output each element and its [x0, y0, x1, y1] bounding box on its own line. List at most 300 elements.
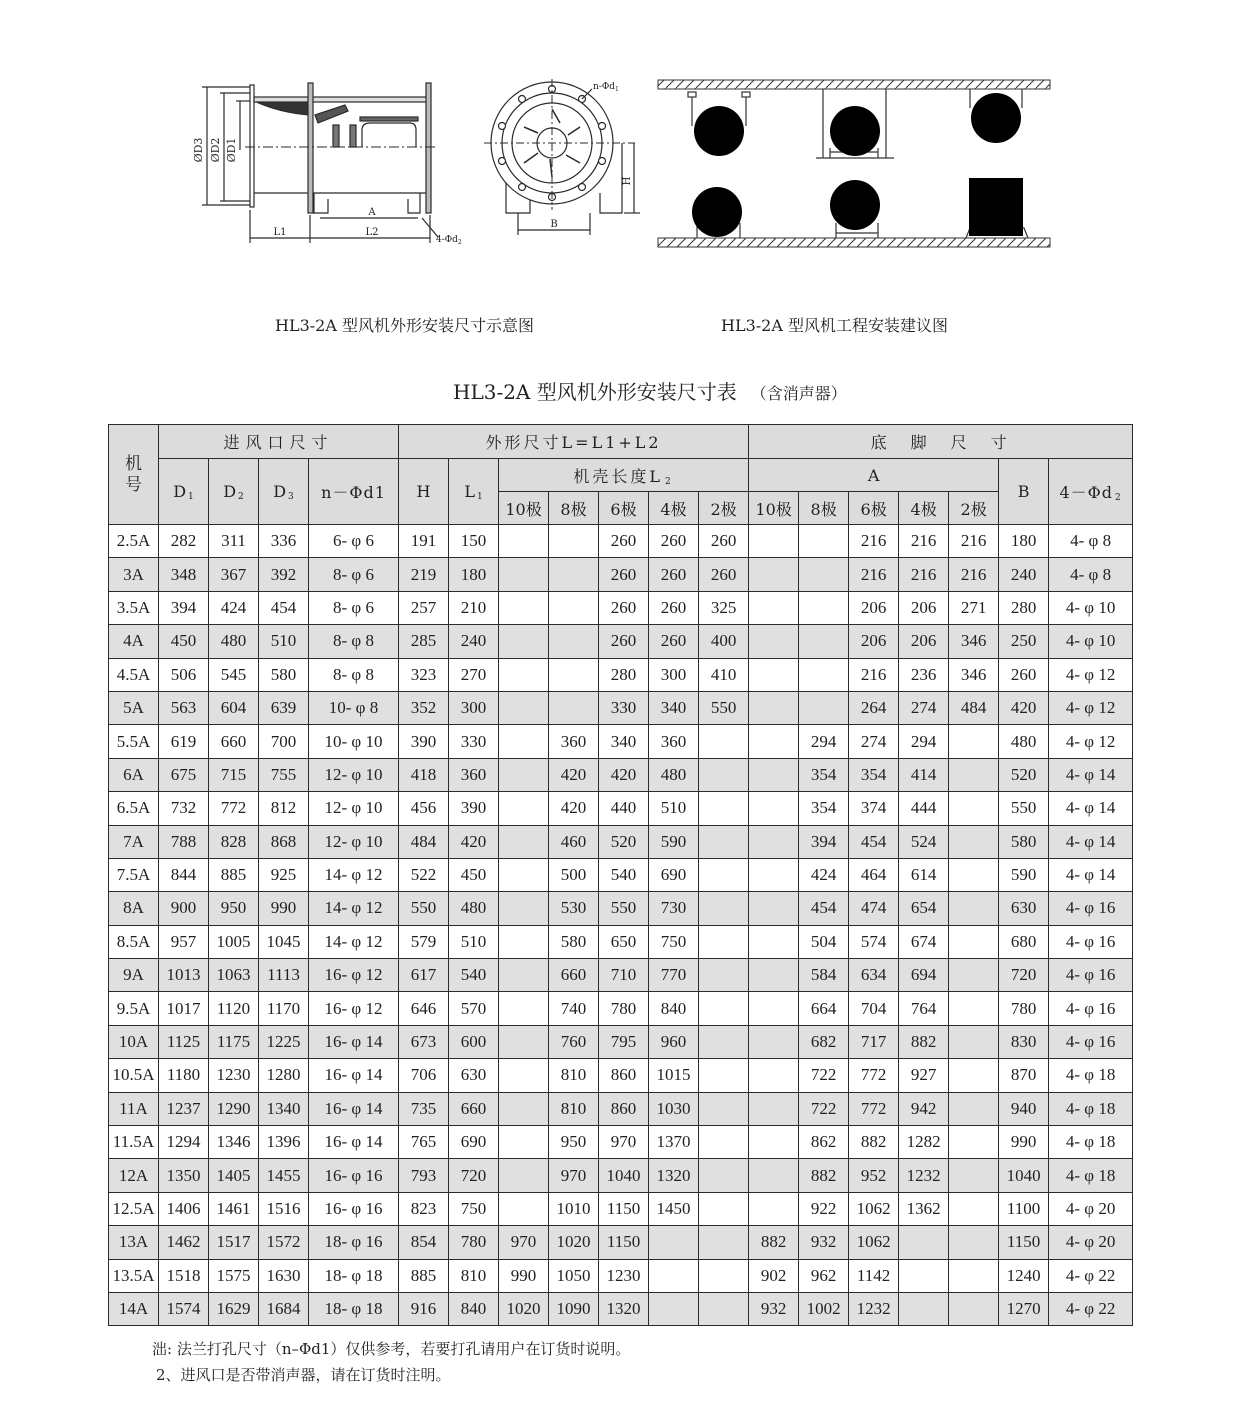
cell-l2-4: 730: [649, 892, 699, 925]
table-row: [109, 925, 1133, 958]
cell-b: 830: [999, 1025, 1049, 1058]
cell-h: 456: [399, 792, 449, 825]
cell-b: 590: [999, 858, 1049, 891]
cell-h: 522: [399, 858, 449, 891]
table-row: [109, 558, 1133, 591]
cell-l2-2: [699, 1126, 749, 1159]
cell-b: 940: [999, 1092, 1049, 1125]
cell-b: 1100: [999, 1192, 1049, 1225]
cell-a-4: 236: [899, 658, 949, 691]
cell-a-2: [949, 725, 999, 758]
cell-l2-8: 970: [549, 1159, 599, 1192]
cell-l2-10: [499, 758, 549, 791]
cell-d1: 844: [159, 858, 209, 891]
cell-l2-2: [699, 725, 749, 758]
cell-n-phi-d1: 16- φ 14: [309, 1126, 399, 1159]
cell-d2: 1346: [209, 1126, 259, 1159]
cell-l2-4: 1015: [649, 1059, 699, 1092]
cell-l2-8: [549, 691, 599, 724]
d3-label: ØD3: [192, 137, 205, 163]
cell-d2: 480: [209, 625, 259, 658]
cell-model: 14A: [109, 1292, 159, 1325]
cell-n-phi-d1: 10- φ 10: [309, 725, 399, 758]
cell-l1: 450: [449, 858, 499, 891]
cell-a-2: [949, 925, 999, 958]
cell-l2-6: 1320: [599, 1292, 649, 1325]
cell-l2-6: 550: [599, 892, 649, 925]
cell-l1: 330: [449, 725, 499, 758]
cell-d3: 639: [259, 691, 309, 724]
cell-a-10: [749, 758, 799, 791]
cell-a-10: [749, 1092, 799, 1125]
cell-l2-6: 860: [599, 1092, 649, 1125]
cell-n-phi-d1: 16- φ 14: [309, 1059, 399, 1092]
cell-a-4: 694: [899, 959, 949, 992]
header-d1: D $_1$: [159, 459, 209, 525]
cell-l2-10: [499, 792, 549, 825]
cell-a-2: 216: [949, 525, 999, 558]
table-row: [109, 959, 1133, 992]
cell-4-phi-d2: 4- φ 14: [1049, 825, 1133, 858]
cell-a-4: 216: [899, 558, 949, 591]
cell-a-4: 414: [899, 758, 949, 791]
cell-a-8: 1002: [799, 1292, 849, 1325]
cell-l2-8: 660: [549, 959, 599, 992]
cell-a-2: 346: [949, 658, 999, 691]
cell-l2-10: [499, 992, 549, 1025]
cell-h: 765: [399, 1126, 449, 1159]
cell-a-2: [949, 825, 999, 858]
cell-4-phi-d2: 4- φ 16: [1049, 992, 1133, 1025]
cell-d3: 392: [259, 558, 309, 591]
table-row: [109, 1126, 1133, 1159]
cell-a-6: 206: [849, 625, 899, 658]
cell-a-10: [749, 658, 799, 691]
cell-l2-8: 950: [549, 1126, 599, 1159]
cell-l2-6: 420: [599, 758, 649, 791]
cell-a-10: [749, 892, 799, 925]
cell-a-4: 927: [899, 1059, 949, 1092]
cell-d2: 660: [209, 725, 259, 758]
cell-b: 870: [999, 1059, 1049, 1092]
cell-l2-10: [499, 1025, 549, 1058]
cell-l2-4: 260: [649, 625, 699, 658]
table-row: [109, 1059, 1133, 1092]
cell-a-8: 664: [799, 992, 849, 1025]
cell-l2-2: [699, 1159, 749, 1192]
cell-b: 580: [999, 825, 1049, 858]
cell-a-4: 764: [899, 992, 949, 1025]
cell-a-2: [949, 1226, 999, 1259]
l1-label: L1: [273, 227, 287, 238]
cell-a-6: 772: [849, 1059, 899, 1092]
table-row: [109, 1025, 1133, 1058]
header-a-pole-4: 4极: [899, 492, 949, 525]
cell-l2-10: [499, 892, 549, 925]
cell-l1: 480: [449, 892, 499, 925]
cell-a-2: 271: [949, 591, 999, 624]
cell-d2: 950: [209, 892, 259, 925]
a-label: A: [368, 207, 376, 218]
cell-a-2: [949, 1025, 999, 1058]
cell-b: 990: [999, 1126, 1049, 1159]
cell-l2-2: 325: [699, 591, 749, 624]
cell-l2-8: 580: [549, 925, 599, 958]
cell-b: 250: [999, 625, 1049, 658]
cell-b: 780: [999, 992, 1049, 1025]
table-title: [453, 376, 847, 405]
cell-l2-10: [499, 725, 549, 758]
cell-a-10: [749, 591, 799, 624]
cell-a-6: 474: [849, 892, 899, 925]
cell-4-phi-d2: 4- φ 18: [1049, 1159, 1133, 1192]
cell-n-phi-d1: 12- φ 10: [309, 825, 399, 858]
cell-b: 520: [999, 758, 1049, 791]
header-l2-pole-8: 8极: [549, 492, 599, 525]
cell-l2-10: [499, 1059, 549, 1092]
cell-l2-10: [499, 858, 549, 891]
table-row: [109, 725, 1133, 758]
cell-model: 9A: [109, 959, 159, 992]
cell-d1: 900: [159, 892, 209, 925]
cell-4-phi-d2: 4- φ 20: [1049, 1226, 1133, 1259]
cell-d3: 454: [259, 591, 309, 624]
cell-l2-2: [699, 925, 749, 958]
cell-l2-2: 410: [699, 658, 749, 691]
header-a-pole-2: 2极: [949, 492, 999, 525]
cell-a-10: [749, 959, 799, 992]
cell-d1: 619: [159, 725, 209, 758]
cell-d2: 311: [209, 525, 259, 558]
table-row: [109, 1192, 1133, 1225]
cell-a-6: 1062: [849, 1192, 899, 1225]
header-shell-length: 机壳长度L $_2$: [499, 459, 749, 492]
cell-d2: 1517: [209, 1226, 259, 1259]
cell-d3: 1572: [259, 1226, 309, 1259]
cell-n-phi-d1: 8- φ 6: [309, 591, 399, 624]
cell-h: 285: [399, 625, 449, 658]
cell-l2-2: [699, 992, 749, 1025]
cell-a-4: 1362: [899, 1192, 949, 1225]
cell-l2-8: 760: [549, 1025, 599, 1058]
header-h: H: [399, 459, 449, 525]
cell-l1: 810: [449, 1259, 499, 1292]
cell-a-8: 932: [799, 1226, 849, 1259]
cell-a-2: 484: [949, 691, 999, 724]
cell-a-6: 216: [849, 558, 899, 591]
ceiling-slab: [658, 80, 1050, 89]
cell-d1: 1180: [159, 1059, 209, 1092]
cell-d3: 925: [259, 858, 309, 891]
cell-n-phi-d1: 10- φ 8: [309, 691, 399, 724]
cell-a-2: [949, 1059, 999, 1092]
cell-l2-10: [499, 1092, 549, 1125]
cell-d3: 1170: [259, 992, 309, 1025]
cell-d3: 1684: [259, 1292, 309, 1325]
cell-d3: 700: [259, 725, 309, 758]
cell-d1: 732: [159, 792, 209, 825]
cell-l2-6: 1150: [599, 1226, 649, 1259]
table-row: [109, 892, 1133, 925]
cell-l2-4: 510: [649, 792, 699, 825]
cell-d3: 1516: [259, 1192, 309, 1225]
cell-l1: 360: [449, 758, 499, 791]
cell-l2-2: [699, 1226, 749, 1259]
cell-l2-2: [699, 1259, 749, 1292]
cell-a-6: 1232: [849, 1292, 899, 1325]
cell-l1: 420: [449, 825, 499, 858]
cell-a-10: 902: [749, 1259, 799, 1292]
cell-a-8: 882: [799, 1159, 849, 1192]
cell-a-6: 1142: [849, 1259, 899, 1292]
installation-diagram: [656, 78, 1052, 252]
cell-n-phi-d1: 14- φ 12: [309, 858, 399, 891]
cell-l2-4: 260: [649, 525, 699, 558]
cell-l2-6: 340: [599, 725, 649, 758]
cell-d2: 545: [209, 658, 259, 691]
cell-a-2: [949, 1159, 999, 1192]
header-a-pole-6: 6极: [849, 492, 899, 525]
cell-h: 673: [399, 1025, 449, 1058]
cell-a-2: [949, 1292, 999, 1325]
cell-d2: 1063: [209, 959, 259, 992]
header-model: 机号: [109, 425, 159, 525]
cell-l2-10: 970: [499, 1226, 549, 1259]
cell-a-2: [949, 1192, 999, 1225]
cell-l1: 390: [449, 792, 499, 825]
fan-floor-frame: [830, 180, 880, 230]
cell-l2-2: [699, 758, 749, 791]
cell-model: 12A: [109, 1159, 159, 1192]
cell-model: 5.5A: [109, 725, 159, 758]
header-4-phi-d2: 4－Φd $_2$: [1049, 459, 1133, 525]
cell-l2-6: 260: [599, 625, 649, 658]
note-2: 2、进风口是否带消声器，请在订货时注明。: [156, 1366, 451, 1384]
cell-n-phi-d1: 12- φ 10: [309, 758, 399, 791]
cell-l2-6: 970: [599, 1126, 649, 1159]
cell-l2-2: [699, 1025, 749, 1058]
cell-b: 1240: [999, 1259, 1049, 1292]
cell-d1: 450: [159, 625, 209, 658]
cell-a-8: [799, 558, 849, 591]
cell-l2-4: [649, 1292, 699, 1325]
cell-a-2: [949, 959, 999, 992]
cell-l2-2: 260: [699, 558, 749, 591]
cell-d3: 1280: [259, 1059, 309, 1092]
cell-l1: 180: [449, 558, 499, 591]
cell-h: 484: [399, 825, 449, 858]
cell-l2-6: 860: [599, 1059, 649, 1092]
cell-l2-8: [549, 625, 599, 658]
cell-a-6: 634: [849, 959, 899, 992]
cell-d1: 506: [159, 658, 209, 691]
cell-d3: 1340: [259, 1092, 309, 1125]
cell-h: 550: [399, 892, 449, 925]
cell-a-2: [949, 1126, 999, 1159]
cell-a-4: 1232: [899, 1159, 949, 1192]
cell-h: 793: [399, 1159, 449, 1192]
cell-4-phi-d2: 4- φ 12: [1049, 725, 1133, 758]
cell-model: 6A: [109, 758, 159, 791]
cell-a-10: [749, 525, 799, 558]
dimension-table: [108, 424, 1133, 1326]
cell-4-phi-d2: 4- φ 22: [1049, 1259, 1133, 1292]
cell-d2: 1120: [209, 992, 259, 1025]
cell-n-phi-d1: 8- φ 8: [309, 625, 399, 658]
installation-diagram-caption: HL3-2A 型风机工程安装建议图: [721, 316, 948, 335]
cell-l2-4: 360: [649, 725, 699, 758]
cell-l2-2: 400: [699, 625, 749, 658]
cell-d3: 812: [259, 792, 309, 825]
cell-n-phi-d1: 16- φ 12: [309, 992, 399, 1025]
cell-a-2: [949, 858, 999, 891]
cell-d2: 715: [209, 758, 259, 791]
cell-d2: 1461: [209, 1192, 259, 1225]
cell-n-phi-d1: 16- φ 16: [309, 1159, 399, 1192]
cell-a-10: [749, 1159, 799, 1192]
cell-l2-2: [699, 959, 749, 992]
cell-a-4: 614: [899, 858, 949, 891]
cell-a-6: 574: [849, 925, 899, 958]
cell-l2-2: [699, 1192, 749, 1225]
cell-d1: 1350: [159, 1159, 209, 1192]
cell-a-8: 424: [799, 858, 849, 891]
cell-a-8: 454: [799, 892, 849, 925]
cell-model: 3.5A: [109, 591, 159, 624]
cell-l2-8: 1090: [549, 1292, 599, 1325]
cell-l2-6: 780: [599, 992, 649, 1025]
cell-h: 706: [399, 1059, 449, 1092]
cell-l1: 840: [449, 1292, 499, 1325]
cell-h: 916: [399, 1292, 449, 1325]
cell-h: 191: [399, 525, 449, 558]
cell-a-8: 722: [799, 1059, 849, 1092]
cell-a-2: [949, 892, 999, 925]
table-row: [109, 758, 1133, 791]
cell-4-phi-d2: 4- φ 14: [1049, 758, 1133, 791]
cell-a-8: 962: [799, 1259, 849, 1292]
cell-l2-8: [549, 591, 599, 624]
cell-4-phi-d2: 4- φ 10: [1049, 625, 1133, 658]
cell-l2-4: 960: [649, 1025, 699, 1058]
cell-l1: 570: [449, 992, 499, 1025]
cell-a-10: [749, 625, 799, 658]
cell-a-8: [799, 691, 849, 724]
cell-a-8: 354: [799, 758, 849, 791]
cell-l2-10: [499, 658, 549, 691]
cell-a-8: 722: [799, 1092, 849, 1125]
cell-l1: 300: [449, 691, 499, 724]
cell-l2-8: 530: [549, 892, 599, 925]
cell-h: 646: [399, 992, 449, 1025]
cell-h: 579: [399, 925, 449, 958]
cell-a-2: 216: [949, 558, 999, 591]
table-row: [109, 1159, 1133, 1192]
cell-model: 13.5A: [109, 1259, 159, 1292]
cell-l2-6: 795: [599, 1025, 649, 1058]
cell-a-6: 264: [849, 691, 899, 724]
cell-l2-2: [699, 1092, 749, 1125]
cell-model: 7.5A: [109, 858, 159, 891]
cell-a-6: 1062: [849, 1226, 899, 1259]
cell-a-10: [749, 1059, 799, 1092]
cell-n-phi-d1: 16- φ 16: [309, 1192, 399, 1225]
cell-d1: 1237: [159, 1092, 209, 1125]
cell-a-4: 654: [899, 892, 949, 925]
cell-a-4: 206: [899, 591, 949, 624]
cell-l2-8: [549, 558, 599, 591]
cell-d2: 1629: [209, 1292, 259, 1325]
cell-l1: 660: [449, 1092, 499, 1125]
table-body: [109, 525, 1133, 1326]
cell-a-4: [899, 1292, 949, 1325]
cell-l1: 780: [449, 1226, 499, 1259]
cell-n-phi-d1: 8- φ 6: [309, 558, 399, 591]
cell-a-2: [949, 1092, 999, 1125]
cell-b: 180: [999, 525, 1049, 558]
cell-d3: 868: [259, 825, 309, 858]
table-row: [109, 992, 1133, 1025]
cell-d2: 1290: [209, 1092, 259, 1125]
cell-b: 240: [999, 558, 1049, 591]
cell-model: 5A: [109, 691, 159, 724]
cell-l2-4: 340: [649, 691, 699, 724]
header-l2-pole-2: 2极: [699, 492, 749, 525]
table-row: [109, 1226, 1133, 1259]
cell-model: 10A: [109, 1025, 159, 1058]
cell-l2-8: [549, 658, 599, 691]
cell-d2: 1230: [209, 1059, 259, 1092]
cell-a-6: 882: [849, 1126, 899, 1159]
cell-a-6: 772: [849, 1092, 899, 1125]
cell-a-10: [749, 691, 799, 724]
cell-l2-6: 710: [599, 959, 649, 992]
fan-floor-box: [969, 178, 1023, 236]
cell-model: 4.5A: [109, 658, 159, 691]
fan-ceiling-hung: [694, 106, 744, 156]
cell-h: 219: [399, 558, 449, 591]
cell-d3: 1630: [259, 1259, 309, 1292]
cell-d3: 580: [259, 658, 309, 691]
cell-a-8: 504: [799, 925, 849, 958]
cell-4-phi-d2: 4- φ 16: [1049, 1025, 1133, 1058]
cell-4-phi-d2: 4- φ 10: [1049, 591, 1133, 624]
header-a-pole-8: 8极: [799, 492, 849, 525]
cell-l2-10: [499, 1192, 549, 1225]
cell-d1: 1462: [159, 1226, 209, 1259]
cell-model: 11A: [109, 1092, 159, 1125]
cell-h: 323: [399, 658, 449, 691]
cell-a-8: [799, 591, 849, 624]
cell-l2-8: 360: [549, 725, 599, 758]
cell-d1: 394: [159, 591, 209, 624]
cell-d3: 755: [259, 758, 309, 791]
cell-h: 418: [399, 758, 449, 791]
cell-4-phi-d2: 4- φ 18: [1049, 1059, 1133, 1092]
cell-n-phi-d1: 16- φ 14: [309, 1025, 399, 1058]
cell-l2-8: 810: [549, 1092, 599, 1125]
cell-d1: 348: [159, 558, 209, 591]
cell-l1: 270: [449, 658, 499, 691]
cell-b: 420: [999, 691, 1049, 724]
cell-a-10: [749, 558, 799, 591]
cell-b: 1040: [999, 1159, 1049, 1192]
table-row: [109, 858, 1133, 891]
cell-l2-6: 540: [599, 858, 649, 891]
table-row: [109, 1259, 1133, 1292]
cell-n-phi-d1: 16- φ 12: [309, 959, 399, 992]
cell-l2-4: 750: [649, 925, 699, 958]
